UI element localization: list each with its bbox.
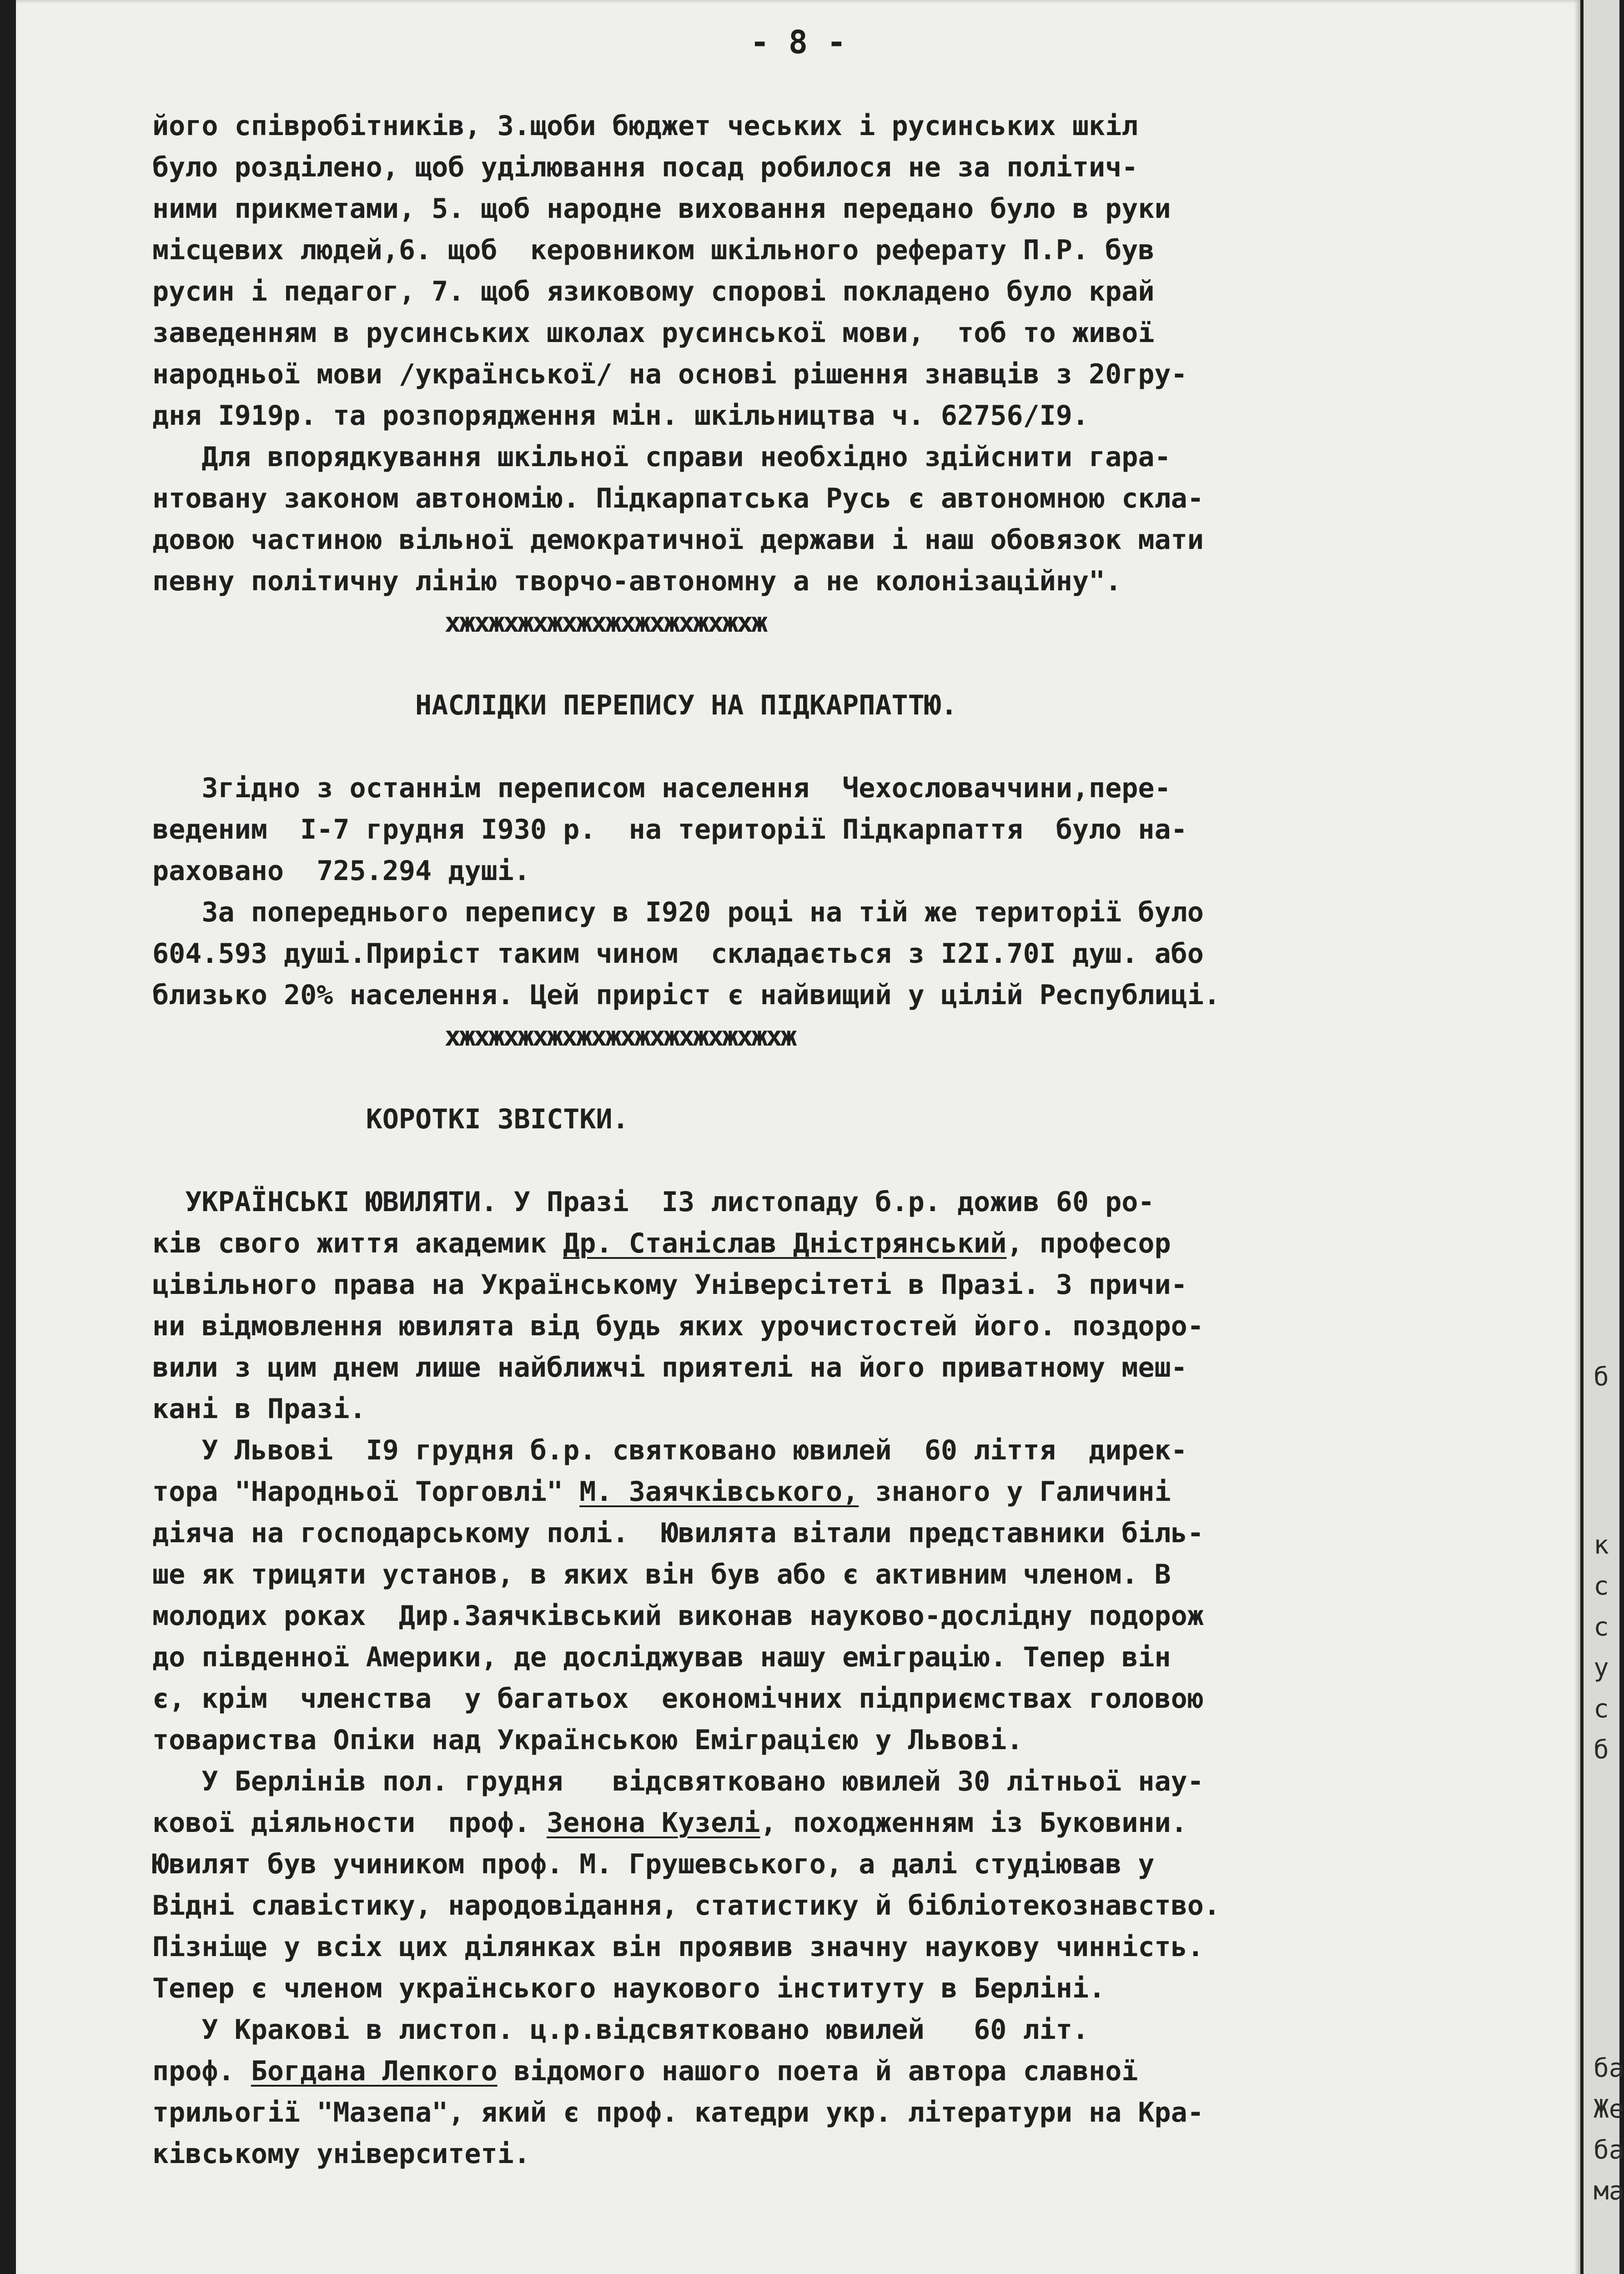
text-line: ни відмовлення ювилята від будь яких урочистостей його. поздоро-	[152, 1310, 1204, 1342]
text-line: Для впорядкування шкільної справи необхідно здійснити гара-	[152, 441, 1171, 473]
text-line: Тепер є членом українського наукового інституту в Берліні.	[152, 1972, 1106, 2004]
heading-news: КОРОТКІ ЗВІСТКИ.	[152, 1103, 629, 1135]
text-span: У Празі I3 листопаду б.р. дожив 60 ро-	[497, 1186, 1155, 1218]
edge-fragment: с	[1594, 1571, 1609, 1601]
underlined-name: Др. Станіслав Дністрянський	[563, 1228, 1007, 1259]
text-line	[152, 1182, 1562, 1223]
text-line: довою частиною вільної демократичної держави і наш обовязок мати	[152, 524, 1204, 556]
text-line: За попереднього перепису в I920 році на тій же території було	[152, 896, 1204, 928]
text-line: народньої мови /української/ на основі рішення знавців з 20гру-	[152, 358, 1187, 390]
edge-fragment: б	[1594, 1735, 1609, 1765]
text-line: веденим I-7 грудня I930 р. на території Підкарпаття було на-	[152, 814, 1187, 845]
text-line: Пізніще у всіх цих ділянках він проявив значну наукову чинність.	[152, 1931, 1204, 1963]
edge-fragment: ба	[1594, 2135, 1624, 2165]
text-line: близько 20% населення. Цей приріст є найвищий у цілій Республиці.	[152, 979, 1220, 1011]
edge-fragment: Же	[1594, 2094, 1624, 2124]
text-line: кані в Празі.	[152, 1393, 366, 1425]
text-line: його співробітників, 3.щоби бюджет чеських і русинських шкіл	[152, 110, 1138, 142]
text-span: кової діяльности проф.	[152, 1807, 547, 1839]
text-line: діяча на господарському полі. Ювилята вітали представники біль-	[152, 1517, 1204, 1549]
text-line: Згідно з останнім переписом населення Чехословаччини,пере-	[152, 772, 1171, 804]
text-line: вили з цим днем лише найближчі приятелі на його приватному меш-	[152, 1352, 1187, 1384]
text-line: Ювилят був учиником проф. М. Грушевського, а далі студіював у	[152, 1848, 1155, 1880]
edge-fragment: с	[1594, 1612, 1609, 1642]
text-line: ними прикметами, 5. щоб народне виховання передано було в руки	[152, 193, 1171, 225]
text-line: товариства Опіки над Українською Еміграцією у Львові.	[152, 1724, 1023, 1756]
text-span: відомого нашого поета й автора славної	[497, 2055, 1138, 2087]
text-span: тора "Народньої Торговлі"	[152, 1476, 580, 1508]
text-line: певну політичну лінію творчо-автономну а не колонізаційну".	[152, 565, 1122, 597]
edge-fragment: ба	[1594, 2053, 1624, 2083]
blank-line	[152, 644, 1562, 685]
document-body	[152, 106, 1562, 2175]
text-line: раховано 725.294 душі.	[152, 855, 530, 887]
underlined-name: Богдана Лепкого	[251, 2055, 498, 2087]
news-item-kuzelia	[152, 1761, 1562, 2009]
text-line: було розділено, щоб уділювання посад робилося не за політич-	[152, 151, 1138, 183]
blank-line	[152, 1140, 1562, 1182]
news-item-dnistrianskyi	[152, 1182, 1562, 1430]
text-line: до південної Америки, де досліджував нашу еміграцію. Тепер він	[152, 1641, 1171, 1673]
paragraph-census-2	[152, 892, 1562, 1016]
text-line: місцевих людей,6. щоб керовником шкільного реферату П.Р. був	[152, 234, 1155, 266]
edge-fragment: ма	[1594, 2176, 1624, 2206]
text-line: є, крім членства у багатьох економічних підприємствах головою	[152, 1683, 1204, 1715]
text-line: У Львові I9 грудня б.р. святковано ювилей 60 ліття дирек-	[152, 1434, 1187, 1466]
text-span: , походженням із Буковини.	[760, 1807, 1187, 1839]
text-line	[152, 1471, 1562, 1513]
text-line: ківському університеті.	[152, 2138, 530, 2170]
text-line: русин і педагог, 7. щоб язиковому спорові покладено було край	[152, 276, 1155, 307]
blank-line	[152, 726, 1562, 768]
edge-fragment: б	[1594, 1362, 1609, 1392]
text-line: молодих роках Дир.Заячківський виконав науково-дослідну подорож	[152, 1600, 1204, 1632]
paragraph-school-demands	[152, 106, 1562, 437]
text-span: ків свого життя академик	[152, 1228, 563, 1259]
text-line: дня I919р. та розпорядження мін. шкільництва ч. 62756/I9.	[152, 400, 1089, 432]
text-line: заведенням в русинських школах русинської мови, тоб то живої	[152, 317, 1155, 349]
document-page	[16, 0, 1580, 2274]
news-item-zaiachkivskyi	[152, 1430, 1562, 1761]
news-item-lepkyi	[152, 2009, 1562, 2175]
text-line	[152, 1223, 1562, 1264]
text-line: ше як трицяти установ, в яких він був або є активним членом. В	[152, 1559, 1171, 1590]
separator-line: xжxжxжxжxжxжxжxжxжxжxжxж	[152, 1021, 795, 1052]
paragraph-census-1	[152, 768, 1562, 892]
text-span: знаного у Галичині	[859, 1476, 1171, 1508]
text-line: У Берлінів пол. грудня відсвятковано ювилей 30 літньої нау-	[152, 1766, 1204, 1797]
text-line: Відні славістику, народовідання, статистику й бібліотекознавство.	[152, 1890, 1220, 1922]
text-span: , професор	[1006, 1228, 1171, 1259]
text-line	[152, 2051, 1562, 2092]
text-line: 604.593 душі.Приріст таким чином складається з I2I.70I душ. або	[152, 938, 1204, 970]
text-line: нтовану законом автономію. Підкарпатська Русь є автономною скла-	[152, 483, 1204, 514]
edge-fragment: к	[1594, 1530, 1609, 1560]
text-span: проф.	[152, 2055, 251, 2087]
heading-census: НАСЛІДКИ ПЕРЕПИСУ НА ПІДКАРПАТТЮ.	[152, 689, 958, 721]
paragraph-autonomy	[152, 437, 1562, 602]
edge-fragment: с	[1594, 1694, 1609, 1724]
blank-line	[152, 1057, 1562, 1099]
text-line: цівільного права на Українському Універсітеті в Празі. З причи-	[152, 1269, 1187, 1301]
text-line	[152, 1802, 1562, 1844]
edge-fragment: у	[1594, 1653, 1609, 1683]
adjacent-page-edge	[1584, 0, 1624, 2274]
separator-line: xжxжxжxжxжxжxжxжxжxжxж	[152, 607, 766, 639]
underlined-name: Зенона Кузелі	[546, 1807, 760, 1839]
underlined-name: М. Заячківського,	[579, 1476, 859, 1508]
text-line: У Кракові в листоп. ц.р.відсвятковано ювилей 60 літ.	[152, 2014, 1089, 2046]
page-number: - 8 -	[750, 24, 846, 61]
news-lead: УКРАЇНСЬКІ ЮВИЛЯТИ.	[152, 1186, 498, 1218]
text-line: трильогії "Мазепа", який є проф. катедри укр. літератури на Кра-	[152, 2097, 1204, 2128]
